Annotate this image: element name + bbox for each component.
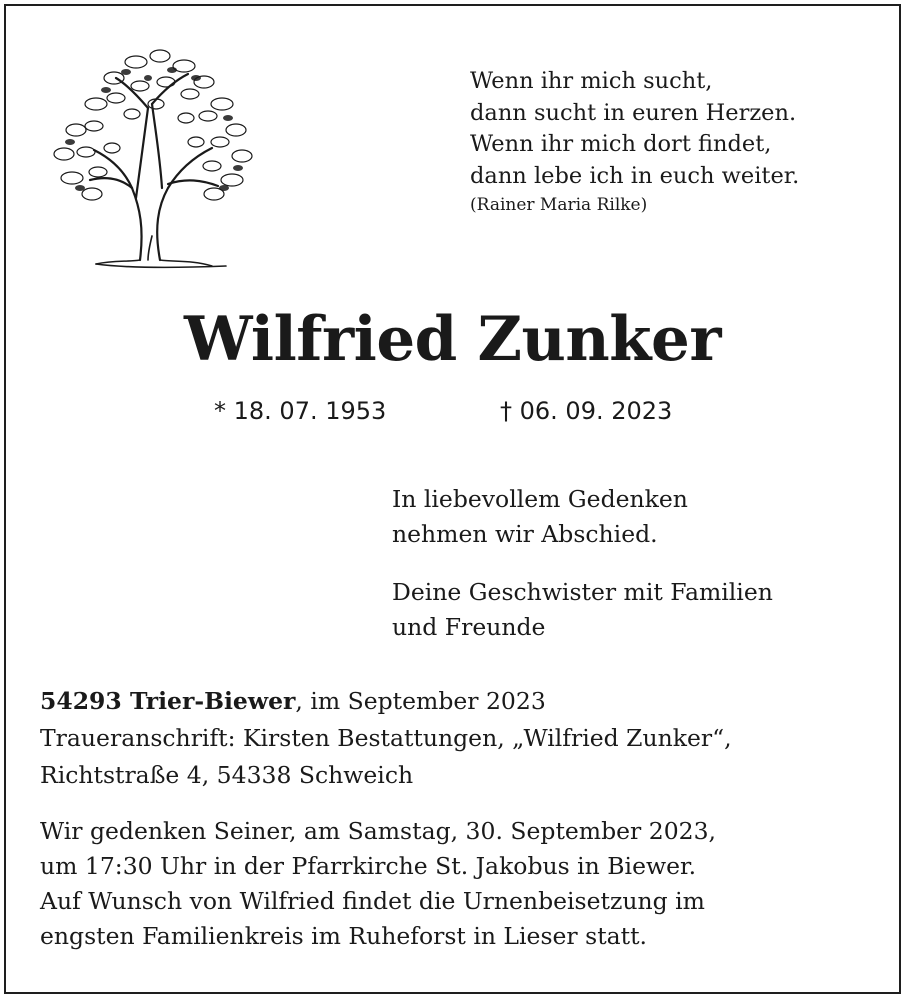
rilke-quote: [470, 66, 799, 219]
service-line: engsten Familienkreis im Ruheforst in Lieser statt.: [40, 922, 648, 950]
quote-line: dann lebe ich in euch weiter.: [470, 162, 800, 189]
mourning-address-line: Traueranschrift: Kirsten Bestattungen, „Wilfried Zunker“,: [40, 724, 732, 752]
place-date: , im September 2023: [295, 687, 546, 715]
service-line: Wir gedenken Seiner, am Samstag, 30. September 2023,: [40, 817, 717, 845]
service-line: um 17:30 Uhr in der Pfarrkirche St. Jakobus in Biewer.: [40, 852, 697, 880]
deceased-name: Wilfried Zunker: [184, 304, 721, 375]
farewell-line: In liebevollem Gedenken: [392, 485, 688, 513]
quote-author: (Rainer Maria Rilke): [470, 195, 648, 215]
signed-line: und Freunde: [392, 613, 546, 641]
farewell-line: nehmen wir Abschied.: [392, 520, 658, 548]
service-line: Auf Wunsch von Wilfried findet die Urnenbeisetzung im: [40, 887, 705, 915]
birth-date: * 18. 07. 1953: [214, 397, 387, 425]
quote-line: Wenn ihr mich sucht,: [470, 68, 713, 94]
quote-line: dann sucht in euren Herzen.: [470, 99, 797, 126]
address-block: [40, 683, 732, 794]
death-date: † 06. 09. 2023: [500, 397, 673, 425]
farewell-text: [392, 482, 688, 552]
street-line: Richtstraße 4, 54338 Schweich: [40, 761, 414, 789]
quote-line: Wenn ihr mich dort findet,: [470, 131, 772, 157]
signed-by: [392, 575, 773, 645]
place-date-line: [40, 683, 732, 720]
place-name: 54293 Trier-Biewer: [40, 687, 296, 715]
tree-icon: [36, 38, 260, 270]
service-notice: [40, 814, 716, 954]
signed-line: Deine Geschwister mit Familien: [392, 578, 773, 606]
